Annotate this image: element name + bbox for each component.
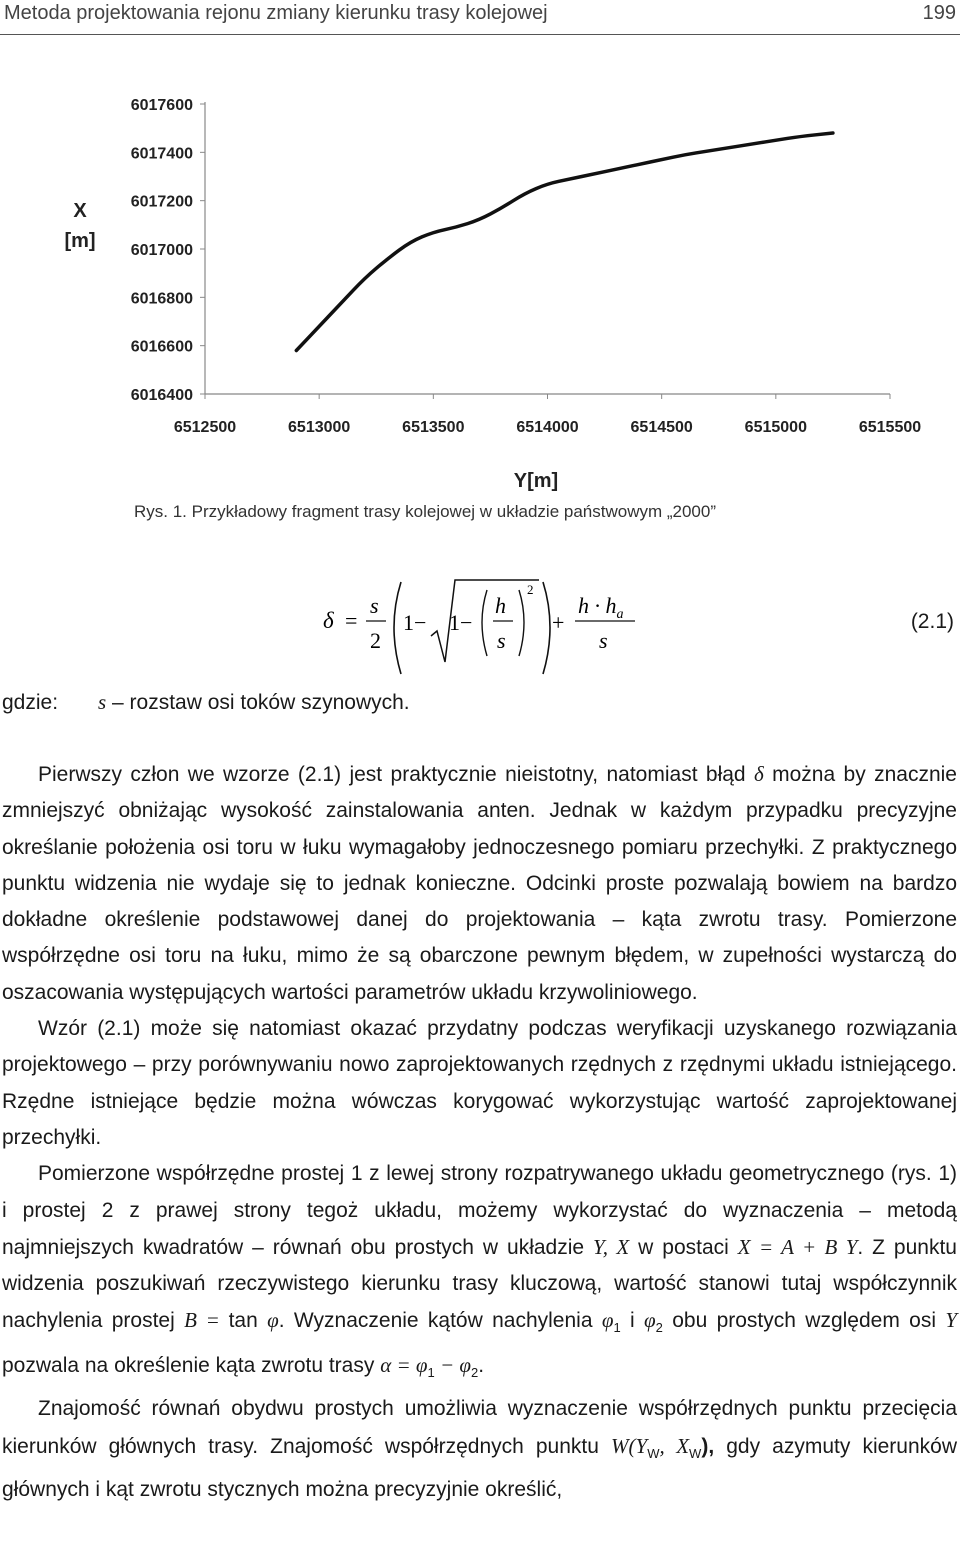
formula-numerator: $h \cdot h_a$	[578, 593, 624, 622]
x-axis-label: Y[m]	[513, 470, 559, 492]
formula-s: s	[370, 593, 379, 618]
formula-one-minus-b: 1−	[449, 610, 473, 635]
x-tick-label: 6515000	[744, 419, 807, 436]
formula-exponent: 2	[527, 582, 534, 597]
y-tick-label: 6017000	[130, 242, 193, 259]
paragraph-4: Znajomość równań obydwu prostych umożliwia wyznaczenie współrzędnych punktu przecięcia kierunków głównych trasy. Znajomość współrzędnych punktu $W(Y_W$, $X_W$), gdy azymuty kierunków głównych i kąt zwrotu stycznych można precyzyjnie określić,	[2, 1397, 957, 1502]
figure-caption: Rys. 1. Przykładowy fragment trasy kolejowej w układzie państwowym „2000”	[134, 502, 717, 521]
body-text	[2, 756, 957, 1509]
formula-h: h	[495, 593, 506, 618]
formula-eq: =	[345, 608, 358, 633]
y-axis-label-line1: X	[73, 200, 87, 222]
formula-delta: δ	[323, 608, 334, 633]
y-tick-label: 6017600	[130, 97, 193, 114]
x-tick-label: 6514000	[516, 419, 579, 436]
y-tick-label: 6016400	[130, 387, 193, 404]
symbol-s: s	[98, 690, 107, 714]
page-header	[0, 0, 960, 35]
symbol-description: – rozstaw osi toków szynowych.	[106, 691, 410, 714]
formula-two: 2	[370, 628, 381, 653]
x-tick-label: 6512500	[173, 419, 237, 436]
formula-s2: s	[497, 628, 506, 653]
y-tick-label: 6017400	[130, 145, 193, 163]
route-chart	[0, 80, 960, 500]
y-axis-label-line2: [m]	[64, 230, 96, 252]
y-tick-label: 6017200	[130, 193, 193, 211]
y-tick-label: 6016800	[130, 290, 193, 308]
x-tick-label: 6513500	[402, 419, 465, 436]
formula-2-1	[315, 572, 675, 692]
equation-number: (2.1)	[910, 610, 954, 633]
gdzie-label: gdzie:	[2, 691, 59, 714]
formula-plus: +	[552, 610, 565, 635]
symbol-definition	[2, 690, 410, 715]
route-line	[296, 133, 833, 351]
formula-one-minus-a: 1−	[403, 610, 427, 635]
formula-denominator: s	[599, 628, 608, 653]
paragraph-3: Pomierzone współrzędne prostej 1 z lewej strony rozpatrywanego układu geometrycznego (rys. 1) i prostej 2 z prawej strony tegoż układu, możemy wykorzystać do wyznaczenia – metodą najmniejszych kwadratów – równań obu prostych w układzie Y, X w postaci X = A + B Y. Z punktu widzenia poszukiwań rzeczywistego kierunku trasy kluczową, wartość stanowi tutaj współczynnik nachylenia prostej B = tan φ. Wyznaczenie kątów nachylenia $\varphi_1$ i $\varphi_2$ obu prostych względem osi Y pozwala na określenie kąta zwrotu trasy $\alpha = \varphi_1 - \varphi_2$.	[2, 1162, 957, 1381]
paragraph-2: Wzór (2.1) może się natomiast okazać przydatny podczas weryfikacji uzyskanego rozwiązania projektowego – przy porównywaniu nowo zaprojektowanych rzędnych z rzędnymi układu istniejącego. Rzędne istniejące będzie można wówczas korygować wykorzystując wartość zaprojektowanej przechyłki.	[2, 1017, 957, 1149]
x-tick-label: 6515500	[858, 419, 922, 436]
y-tick-label: 6016600	[130, 338, 193, 356]
x-tick-label: 6514500	[630, 419, 693, 436]
x-tick-label: 6513000	[288, 419, 351, 436]
page-number: 199	[922, 2, 956, 24]
paragraph-1: Pierwszy człon we wzorze (2.1) jest praktycznie nieistotny, natomiast błąd δ można by znacznie zmniejszyć obniżając wysokość zainstalowania anten. Jednak w każdym przypadku precyzyjne określanie położenia osi toru w łuku wymagałoby jednoczesnego pomiaru przechyłki. Z praktycznego punktu widzenia nie wydaje się to jednak konieczne. Odcinki proste pozwalają bowiem na bardzo dokładne określenie podstawowej danej do projektowania – kąta zwrotu trasy. Pomierzone współrzędne osi toru na łuku, mimo że są obarczone pewnym błędem, w zupełności wystarczą do oszacowania występujących wartości parametrów układu krzywoliniowego.	[2, 762, 957, 1004]
running-title: Metoda projektowania rejonu zmiany kierunku trasy kolejowej	[4, 2, 548, 24]
